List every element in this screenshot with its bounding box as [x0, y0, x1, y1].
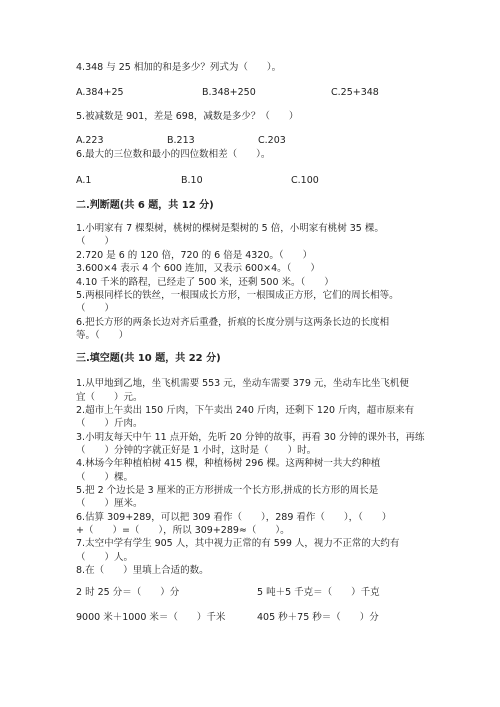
q4-stem: 4.348 与 25 相加的和是多少？列式为（ ）。: [76, 62, 282, 73]
q6-option-b[interactable]: B.10: [181, 175, 203, 186]
fill-item-2-cont: （ ）斤肉。: [76, 418, 143, 429]
fill-item-2: 2.超市上午卖出 150 斤肉，下午卖出 240 斤肉，还剩下 120 斤肉，超市原来有: [76, 405, 415, 416]
fill-item-6-cont: +（ ）=（ ），所以 309+289≈（ ）。: [76, 525, 290, 536]
fill-item-3: 3.小明友每天中午 11 点开始，先听 20 分钟的故事，再看 30 分钟的课外书，再练: [76, 432, 425, 443]
judge-item-6-cont: 等。（ ）: [76, 330, 129, 341]
judge-item-5: 5.两根同样长的铁丝，一根围成长方形，一根围成正方形，它们的周长相等。: [76, 290, 399, 301]
fill-item-5: 5.把 2 个边长是 3 厘米的正方形拼成一个长方形,拼成的长方形的周长是: [76, 485, 379, 496]
fill-section-heading: 三.填空题(共 10 题，共 22 分): [76, 353, 221, 364]
q5-stem: 5.被减数是 901，差是 698，减数是多少？（ ）: [76, 111, 299, 122]
judge-item-6: 6.把长方形的两条长边对齐后重叠，折痕的长度分别与这两条长边的长度相: [76, 317, 390, 328]
judge-item-3: 3.600×4 表示 4 个 600 连加，又表示 600×4。（ ）: [76, 263, 320, 274]
q4-option-c[interactable]: C.25+348: [331, 87, 379, 98]
q5-option-b[interactable]: B.213: [167, 135, 195, 146]
fill-item-4: 4.林场今年种植柏树 415 棵，种植杨树 296 棵。这两种树一共大约种植: [76, 458, 381, 469]
judge-item-5-blank[interactable]: （ ）: [76, 303, 115, 314]
conversion-3: 9000 米＋1000 米＝（ ）千米: [76, 612, 226, 623]
judge-item-1: 1.小明家有 7 棵梨树，桃树的棵树是梨树的 5 倍，小明家有桃树 35 棵。: [76, 223, 384, 234]
fill-item-3-cont: （ ）分钟的字就正好是 1 小时，这时是（ ）时。: [76, 445, 317, 456]
conversion-1: 2 时 25 分＝（ ）分: [76, 587, 180, 598]
q6-option-a[interactable]: A.1: [76, 175, 92, 186]
fill-item-7: 7.太空中学有学生 905 人，其中视力正常的有 599 人，视力不正常的大约有: [76, 538, 400, 549]
q5-option-a[interactable]: A.223: [76, 135, 104, 146]
q4-option-a[interactable]: A.384+25: [76, 87, 124, 98]
fill-item-7-cont: （ ）人。: [76, 552, 134, 563]
fill-item-4-cont: （ ）棵。: [76, 472, 134, 483]
fill-item-1-cont: 宜（ ）元。: [76, 392, 143, 403]
fill-item-8: 8.在（ ）里填上合适的数。: [76, 565, 209, 576]
conversion-4: 405 秒＋75 秒＝（ ）分: [257, 612, 379, 623]
judge-section-heading: 二.判断题(共 6 题，共 12 分): [76, 200, 214, 211]
fill-item-5-cont: （ ）厘米。: [76, 498, 143, 509]
conversion-2: 5 吨＋5 千克＝（ ）千克: [257, 587, 380, 598]
judge-item-4: 4.10 千米的路程，已经走了 500 米，还剩 500 米。（ ）: [76, 277, 334, 288]
judge-item-1-blank[interactable]: （ ）: [76, 236, 115, 247]
q5-option-c[interactable]: C.203: [258, 135, 286, 146]
q4-option-b[interactable]: B.348+250: [202, 87, 256, 98]
judge-item-2: 2.720 是 6 的 120 倍，720 的 6 倍是 4320。（ ）: [76, 250, 313, 261]
fill-item-1: 1.从甲地到乙地，坐飞机需要 553 元，坐动车需要 379 元，坐动车比坐飞机便: [76, 378, 409, 389]
q6-option-c[interactable]: C.100: [291, 175, 319, 186]
q6-stem: 6.最大的三位数和最小的四位数相差（ ）。: [76, 149, 271, 160]
fill-item-6: 6.估算 309+289，可以把 309 看作（ ），289 看作（ ），（ ）: [76, 512, 392, 523]
